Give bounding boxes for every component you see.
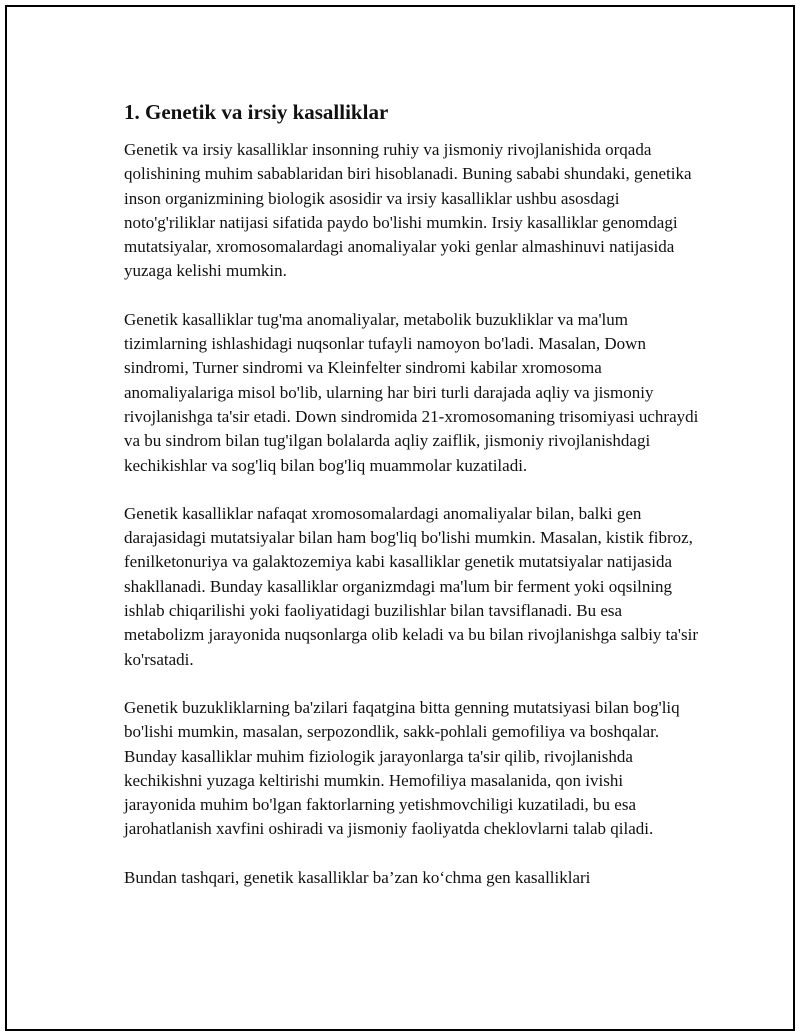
section-heading: 1. Genetik va irsiy kasalliklar — [124, 100, 389, 124]
paragraph-2: Genetik kasalliklar tug'ma anomaliyalar, metabolik buzukliklar va ma'lum tizimlarning ishlashidagi nuqsonlar tufayli namoyon bo'ladi. Masalan, Down sindromi, Turner sindromi va Kleinfelter sindromi kabilar xromosoma anomaliyalariga misol bo'lib, ularning har biri turli darajada aqliy va jismoniy rivojlanishga ta'sir etadi. Down sindromida 21-xromosomaning trisomiyasi uchraydi va bu sindrom bilan tug'ilgan bolalarda aqliy zaiflik, jismoniy rivojlanishdagi kechikishlar va sog'liq bilan bog'liq muammolar kuzatiladi. — [124, 309, 699, 475]
page-frame — [5, 5, 795, 1031]
paragraph-1: Genetik va irsiy kasalliklar insonning ruhiy va jismoniy rivojlanishida orqada qolishining muhim sabablaridan biri hisoblanadi. Buning sababi shundaki, genetika inson organizmining biologik asosidir va irsiy kasalliklar ushbu asosdagi noto'g'riliklar natijasi sifatida paydo bo'lishi mumkin. Irsiy kasalliklar genomdagi mutatsiyalar, xromosomalardagi anomaliyalar yoki genlar almashinuvi natijasida yuzaga kelishi mumkin. — [124, 140, 692, 281]
paragraph-5: Bundan tashqari, genetik kasalliklar ba’zan ko‘chma gen kasalliklari — [124, 867, 591, 887]
paragraph-3: Genetik kasalliklar nafaqat xromosomalardagi anomaliyalar bilan, balki gen darajasidagi mutatsiyalar bilan ham bog'liq bo'lishi mumkin. Masalan, kistik fibroz, fenilketonuriya va galaktozemiya kabi kasalliklar genetik mutatsiyalar natijasida shakllanadi. Bunday kasalliklar organizmdagi ma'lum bir ferment yoki oqsilning ishlab chiqarilishi yoki faoliyatidagi buzilishlar bilan tavsiflanadi. Bu esa metabolizm jarayonida nuqsonlarga olib keladi va bu bilan rivojlanishga salbiy ta'sir ko'rsatadi. — [124, 503, 698, 669]
paragraph-4: Genetik buzukliklarning ba'zilari faqatgina bitta genning mutatsiyasi bilan bog'liq bo'lishi mumkin, masalan, serpozondlik, sakk-pohlali gemofiliya va boshqalar. Bunday kasalliklar muhim fiziologik jarayonlarga ta'sir qilib, rivojlanishda kechikishni yuzaga keltirishi mumkin. Hemofiliya masalanida, qon ivishi jarayonida muhim bo'lgan faktorlarning yetishmovchiligi kuzatiladi, bu esa jarohatlanish xavfini oshiradi va jismoniy faoliyatda cheklovlarni talab qiladi. — [124, 697, 680, 839]
document-body — [124, 99, 699, 890]
